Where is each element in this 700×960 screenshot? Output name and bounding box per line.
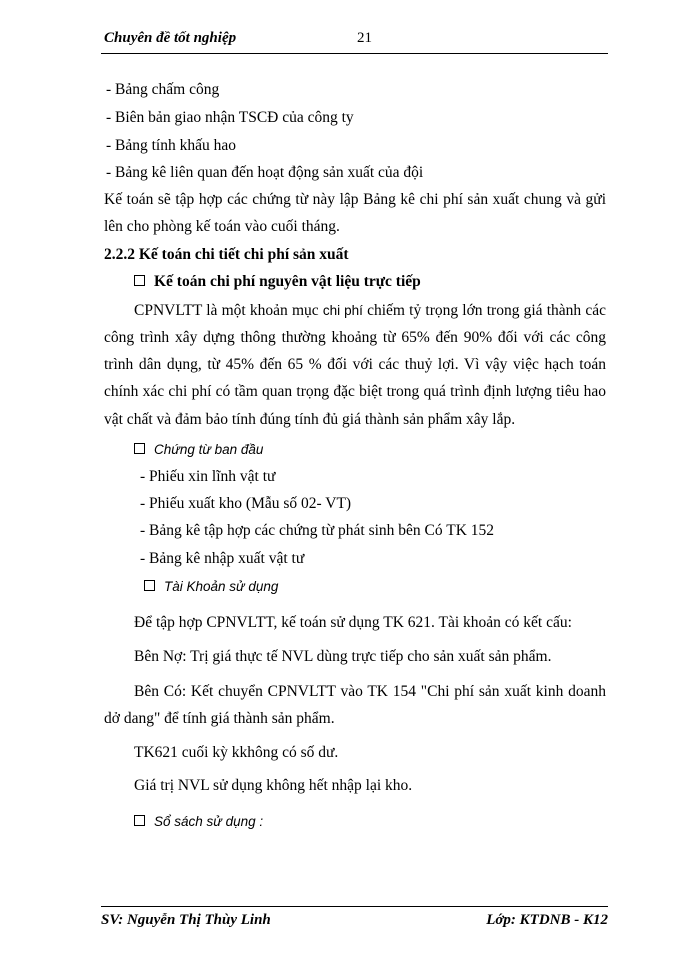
subsection-title: Kế toán chi phí nguyên vật liệu trực tiếp: [154, 273, 421, 290]
account-intro: Để tập hợp CPNVLTT, kế toán sử dụng TK 621. Tài khoản có kết cấu:: [134, 614, 572, 631]
paragraph-line: [134, 301, 606, 321]
account-balance: TK621 cuối kỳ kkhông có số dư.: [134, 744, 339, 761]
checkbox-bullet-icon: [144, 580, 155, 591]
page-number: 21: [357, 30, 372, 46]
checkbox-bullet-icon: [134, 443, 145, 454]
list-item: - Bảng kê nhập xuất vật tư: [140, 550, 305, 567]
paragraph-line: Kế toán sẽ tập hợp các chứng từ này lập Bảng kê chi phí sản xuất chung và gửi: [104, 191, 606, 208]
paragraph-line: vật chất và đảm bảo tính đúng tính đủ giá thành sản phẩm xây lắp.: [104, 411, 516, 428]
list-item: - Bảng tính khấu hao: [106, 137, 237, 154]
paragraph-line: công trình xây dựng thông thường khoảng từ 65% đến 90% đối với các công: [104, 329, 606, 346]
list-item: - Bảng kê tập hợp các chứng từ phát sinh bên Có TK 152: [140, 522, 495, 539]
account-debit: Bên Nợ: Trị giá thực tế NVL dùng trực tiếp cho sản xuất sản phẩm.: [134, 648, 552, 665]
account-credit: Bên Có: Kết chuyển CPNVLTT vào TK 154 "Chi phí sản xuất kinh doanh: [134, 683, 606, 700]
account-heading-label: Tài Khoản sử dụng: [164, 579, 279, 594]
list-item: - Phiếu xin lĩnh vật tư: [140, 468, 276, 485]
checkbox-bullet-icon: [134, 275, 145, 286]
document-title: Chuyên đề tốt nghiệp: [104, 30, 237, 46]
docs-heading-label: Chứng từ ban đầu: [154, 442, 264, 457]
paragraph-line: chính xác chi phí có tầm quan trọng đặc biệt trong quá trình định lượng tiêu hao: [104, 383, 606, 400]
student-name: SV: Nguyễn Thị Thùy Linh: [101, 912, 271, 928]
text-run-highlight: chi phí: [322, 303, 363, 318]
subsection-heading: [134, 272, 421, 292]
text-run: chiếm tỷ trọng lớn trong giá thành các: [362, 302, 606, 319]
paragraph-line: trình dân dụng, từ 45% đến 65 % đối với các thuỷ lợi. Vì vậy việc hạch toán: [104, 356, 606, 373]
account-credit-cont: dở dang" để tính giá thành sản phẩm.: [104, 710, 335, 727]
class-code: Lớp: KTDNB - K12: [486, 912, 608, 928]
checkbox-bullet-icon: [134, 815, 145, 826]
list-item: - Phiếu xuất kho (Mẫu số 02- VT): [140, 495, 352, 512]
paragraph-line: lên cho phòng kế toán vào cuối tháng.: [104, 218, 340, 235]
list-item: - Biên bản giao nhận TSCĐ của công ty: [106, 109, 354, 126]
footer-rule: [101, 906, 608, 907]
books-heading: [134, 812, 263, 832]
account-heading: [144, 577, 278, 597]
text-run: CPNVLTT là một khoản mục: [134, 302, 323, 319]
list-item: - Bảng chấm công: [106, 81, 220, 98]
header-rule: [101, 53, 608, 54]
books-heading-label: Sổ sách sử dụng :: [154, 814, 264, 829]
section-heading: 2.2.2 Kế toán chi tiết chi phí sản xuất: [104, 246, 349, 263]
docs-heading: [134, 440, 263, 460]
list-item: - Bảng kê liên quan đến hoạt động sản xuất của đội: [106, 164, 424, 181]
account-return: Giá trị NVL sử dụng không hết nhập lại kho.: [134, 777, 413, 794]
